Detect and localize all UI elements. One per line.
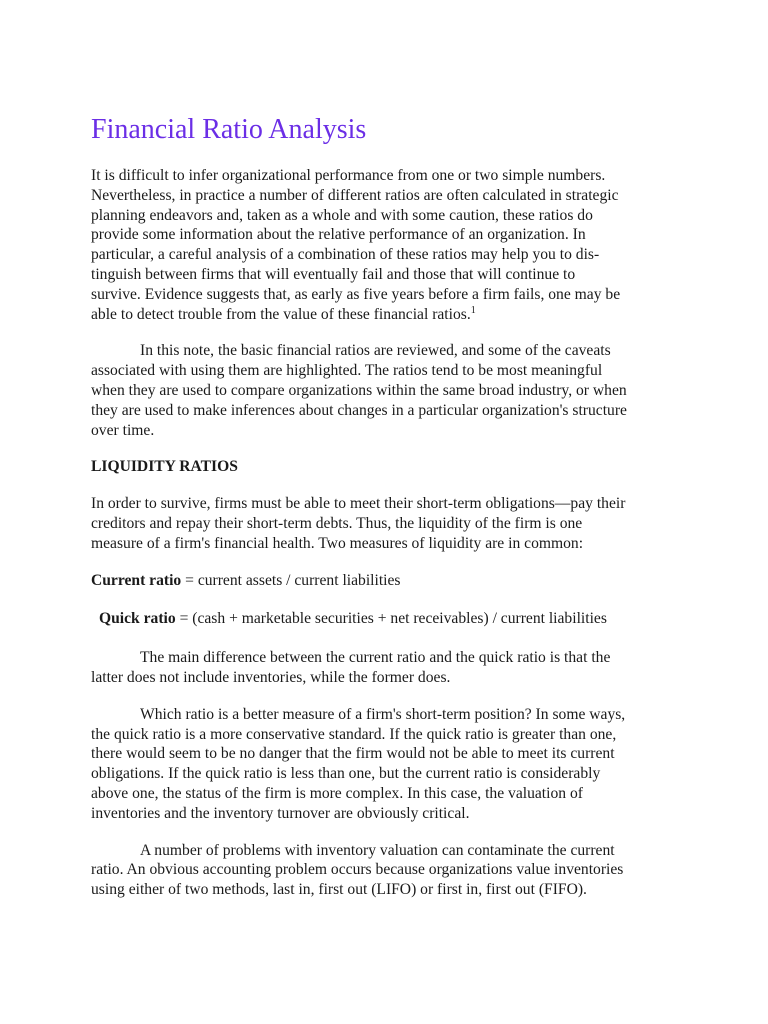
intro-text: It is difficult to infer organizational performance from one or two simple numbers. Nevertheless, in practice a number of different ratios are often calculated in strategic planning endeavors and, taken as a whole and with some caution, these ratios do provide some information about the relative performance of an organization. In particular, a careful analysis of a combination of these ratios may help you to dis- tinguish between firms that will eventually fail and those that will continue to survive. Evidence suggests that, as early as five years before a firm fails, one may be able to detect trouble from the value of these financial ratios.	[91, 167, 621, 323]
quick-ratio-label: Quick ratio	[99, 610, 176, 628]
intro-paragraph	[91, 166, 708, 324]
liquidity-paragraph: In order to survive, firms must be able to meet their short-term obligations—pay their creditors and repay their short-term debts. Thus, the liquidity of the firm is one measure of a firm's financial health. Two measures of liquidity are in common:	[91, 495, 626, 552]
current-ratio-formula: Current ratio = current assets / current liabilities	[91, 571, 401, 589]
note-paragraph: In this note, the basic financial ratios are reviewed, and some of the caveats associated with using them are highlighted. The ratios tend to be most meaningful when they are used to compare organizations within the same broad industry, or when they are used to make inferences about changes in a particular organization's structure over time.	[91, 342, 627, 439]
current-ratio-label: Current ratio	[91, 571, 182, 589]
document-title: Financial Ratio Analysis	[91, 114, 367, 145]
body-paragraph: Which ratio is a better measure of a firm's short-term position? In some ways, the quick ratio is a more conservative standard. If the quick ratio is greater than one, there would seem to be no danger that the firm would not be able to meet its current obligations. If the quick ratio is less than one, but the current ratio is considerably above one, the status of the firm is more complex. In this case, the valuation of inventories and the inventory turnover are obviously critical.	[91, 705, 626, 822]
body-paragraph: The main difference between the current ratio and the quick ratio is that the latter does not include inventories, while the former does.	[91, 649, 611, 686]
section-heading-liquidity: LIQUIDITY RATIOS	[91, 458, 238, 476]
footnote-marker: 1	[470, 304, 476, 316]
body-paragraph: A number of problems with inventory valuation can contaminate the current ratio. An obvious accounting problem occurs because organizations value inventories using either of two methods, last in, first out (LIFO) or first in, first out (FIFO).	[91, 841, 624, 899]
quick-ratio-expression: (cash + marketable securities + net receivables) / current liabilities	[192, 610, 607, 628]
current-ratio-expression: current assets / current liabilities	[197, 571, 401, 589]
quick-ratio-formula: Quick ratio = (cash + marketable securities + net receivables) / current liabilities	[99, 610, 607, 628]
